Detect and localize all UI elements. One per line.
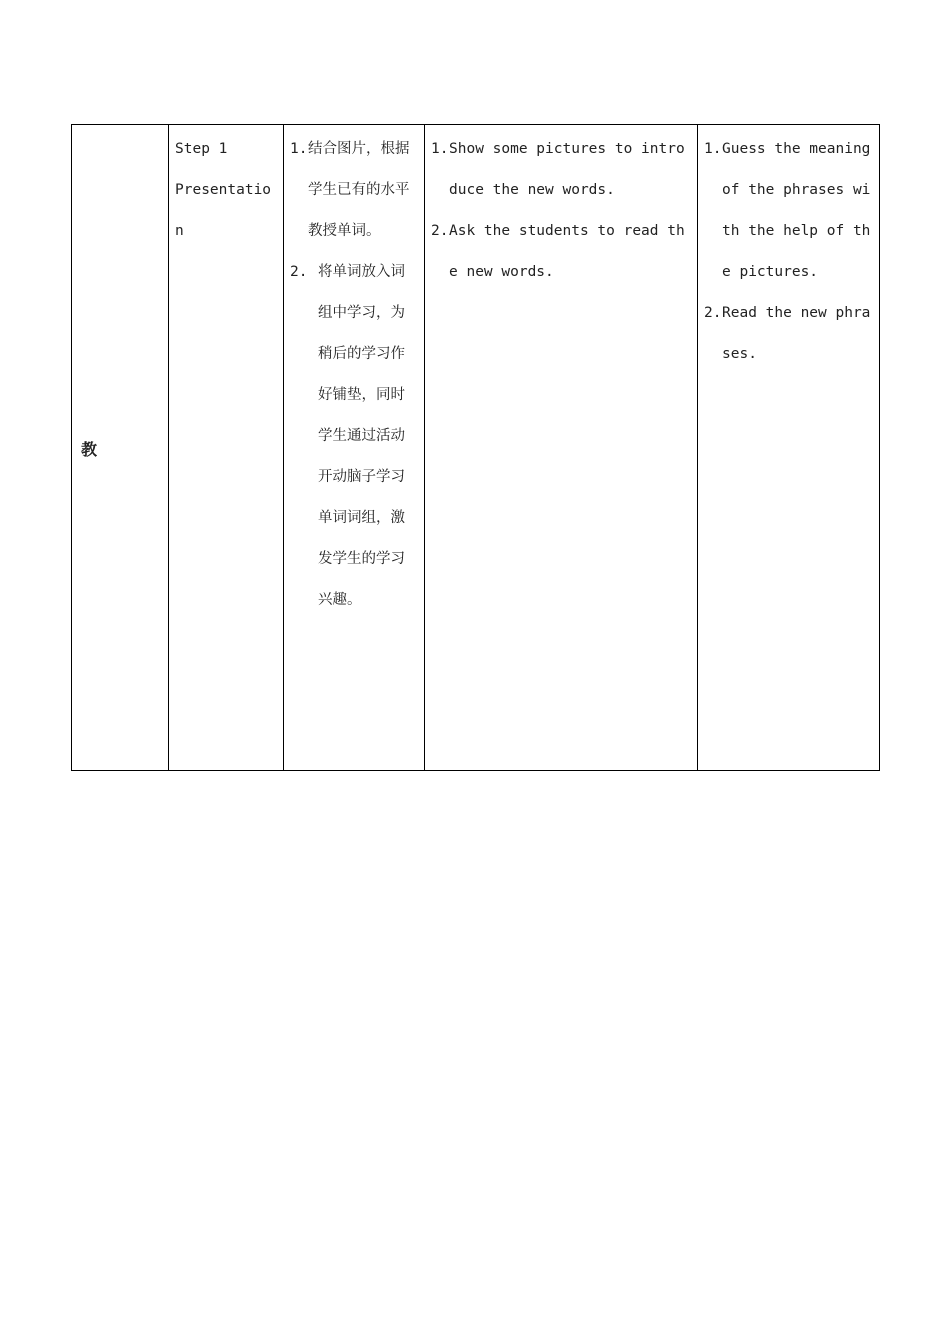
list-item [704,129,873,293]
section-label: 教 [72,125,169,771]
teacher-activity-cell [425,125,698,771]
item-text: Guess the meaning of the phrases with the help of the pictures. [722,141,871,280]
purpose-list [290,129,418,621]
item-number: 1. [290,141,308,157]
item-text: 将单词放入词组中学习，为稍后的学习作好铺垫，同时学生通过活动开动脑子学习单词词组，激发学生的学习兴趣。 [318,264,405,608]
item-text: 结合图片，根据学生已有的水平教授单词。 [308,141,410,239]
student-activity-cell [698,125,880,771]
list-item [704,293,873,375]
step-cell [169,125,284,771]
list-item [290,252,418,621]
step-stage: Presentation [175,182,272,239]
item-number: 1. [431,141,449,157]
list-item [290,129,418,252]
item-number: 2. [290,264,308,280]
item-number: 1. [704,141,722,157]
teacher-activity-list [431,129,691,293]
list-item [431,211,691,293]
item-number: 2. [704,305,722,321]
item-text: Ask the students to read the new words. [449,223,685,280]
lesson-plan-table [71,124,880,771]
step-title: Step 1 [175,141,228,157]
item-text: Show some pictures to introduce the new words. [449,141,685,198]
student-activity-list [704,129,873,375]
list-item [431,129,691,211]
purpose-cell [284,125,425,771]
item-number: 2. [431,223,449,239]
item-text: Read the new phrases. [722,305,871,362]
table-row [72,125,880,771]
